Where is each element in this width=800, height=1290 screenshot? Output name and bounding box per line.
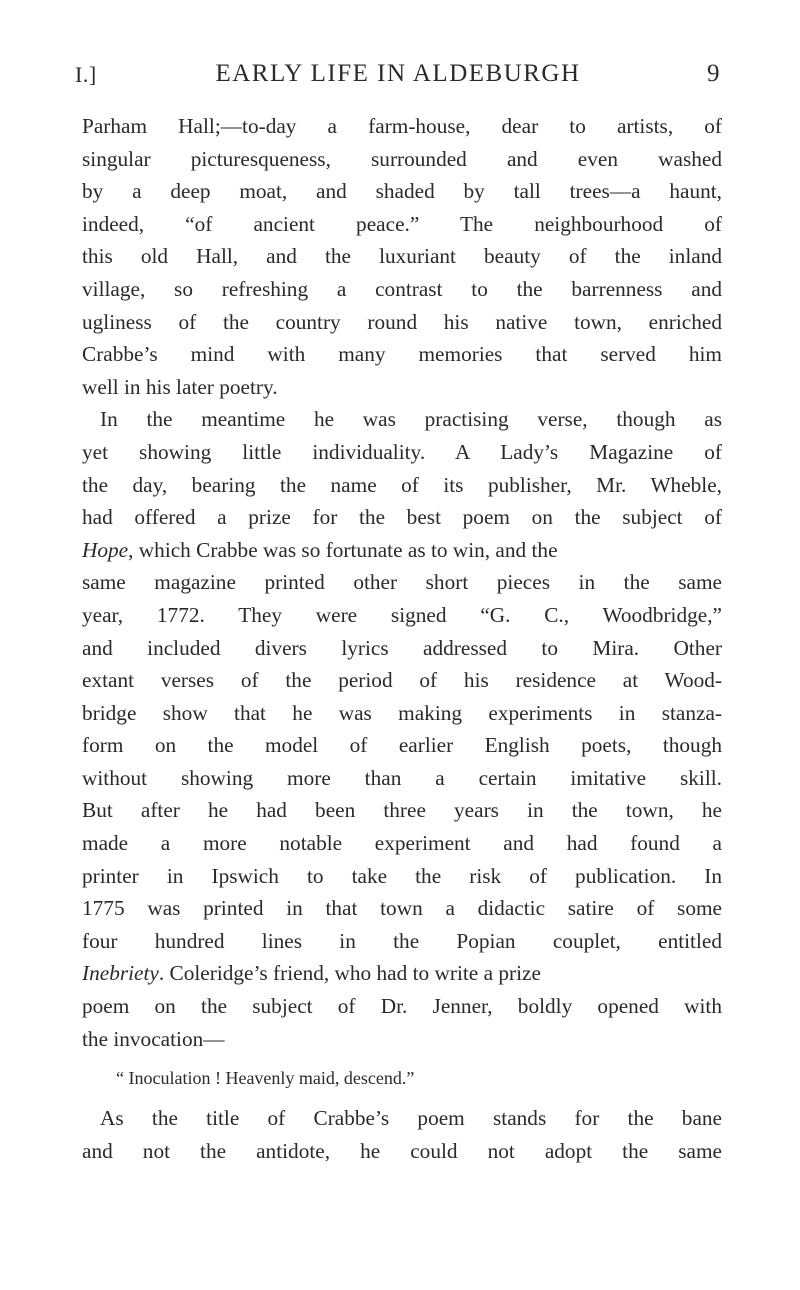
text-line: As the title of Crabbe’s poem stands for the bane: [100, 1106, 722, 1131]
text-line: Crabbe’s mind with many memories that served him: [82, 342, 722, 367]
block-quote: “ Inoculation ! Heavenly maid, descend.”: [116, 1068, 415, 1089]
text-line: 1775 was printed in that town a didactic satire of some: [82, 896, 722, 921]
text-line: without showing more than a certain imitative skill.: [82, 765, 722, 790]
text-line: Parham Hall;—to-day a farm-house, dear to artists, of: [82, 114, 722, 138]
text-line: year, 1772. They were signed “G. C., Woodbridge,”: [82, 602, 722, 627]
italic-title-inebriety: Inebriety: [82, 961, 159, 986]
text-line: singular picturesqueness, surrounded and even washed: [82, 146, 722, 171]
text-line: made a more notable experiment and had found a: [82, 831, 722, 856]
text-line: extant verses of the period of his residence at Wood-: [82, 668, 722, 693]
text-line: yet showing little individuality. A Lady’s Magazine of: [82, 439, 722, 464]
text-line: and not the antidote, he could not adopt the same: [82, 1138, 722, 1163]
text-line: the day, bearing the name of its publisher, Mr. Wheble,: [82, 472, 722, 497]
text-line: village, so refreshing a contrast to the barrenness and: [82, 276, 722, 301]
text-line: four hundred lines in the Popian couplet, entitled: [82, 928, 722, 953]
text-line: and included divers lyrics addressed to Mira. Other: [82, 635, 722, 660]
text-line: the invocation—: [82, 1026, 225, 1051]
text-line: indeed, “of ancient peace.” The neighbourhood of: [82, 211, 722, 236]
text-line: [82, 534, 722, 567]
text-line: In the meantime he was practising verse, though as: [100, 407, 722, 432]
text-segment: , which Crabbe was so fortunate as to win, and the: [128, 537, 558, 562]
italic-title-hope: Hope: [82, 537, 129, 562]
text-line: ugliness of the country round his native town, enriched: [82, 309, 722, 334]
page-number: 9: [707, 60, 721, 87]
text-line: poem on the subject of Dr. Jenner, boldly opened with: [82, 994, 722, 1019]
text-line: bridge show that he was making experiments in stanza-: [82, 700, 722, 725]
page-header: [75, 60, 721, 94]
text-line: had offered a prize for the best poem on the subject of: [82, 505, 722, 530]
text-line: But after he had been three years in the town, he: [82, 798, 722, 823]
body-text: [82, 110, 722, 1167]
text-line: [82, 957, 722, 990]
chapter-number: I.]: [75, 62, 97, 87]
text-line: this old Hall, and the luxuriant beauty of the inland: [82, 244, 722, 269]
text-segment: . Coleridge’s friend, who had to write a prize: [158, 961, 541, 986]
text-line: by a deep moat, and shaded by tall trees—a haunt,: [82, 179, 722, 204]
text-line: printer in Ipswich to take the risk of publication. In: [82, 863, 722, 888]
text-line: form on the model of earlier English poets, though: [82, 733, 722, 758]
text-line: same magazine printed other short pieces in the same: [82, 570, 722, 595]
text-line: well in his later poetry.: [82, 374, 278, 399]
running-title: EARLY LIFE IN ALDEBURGH: [215, 60, 581, 87]
